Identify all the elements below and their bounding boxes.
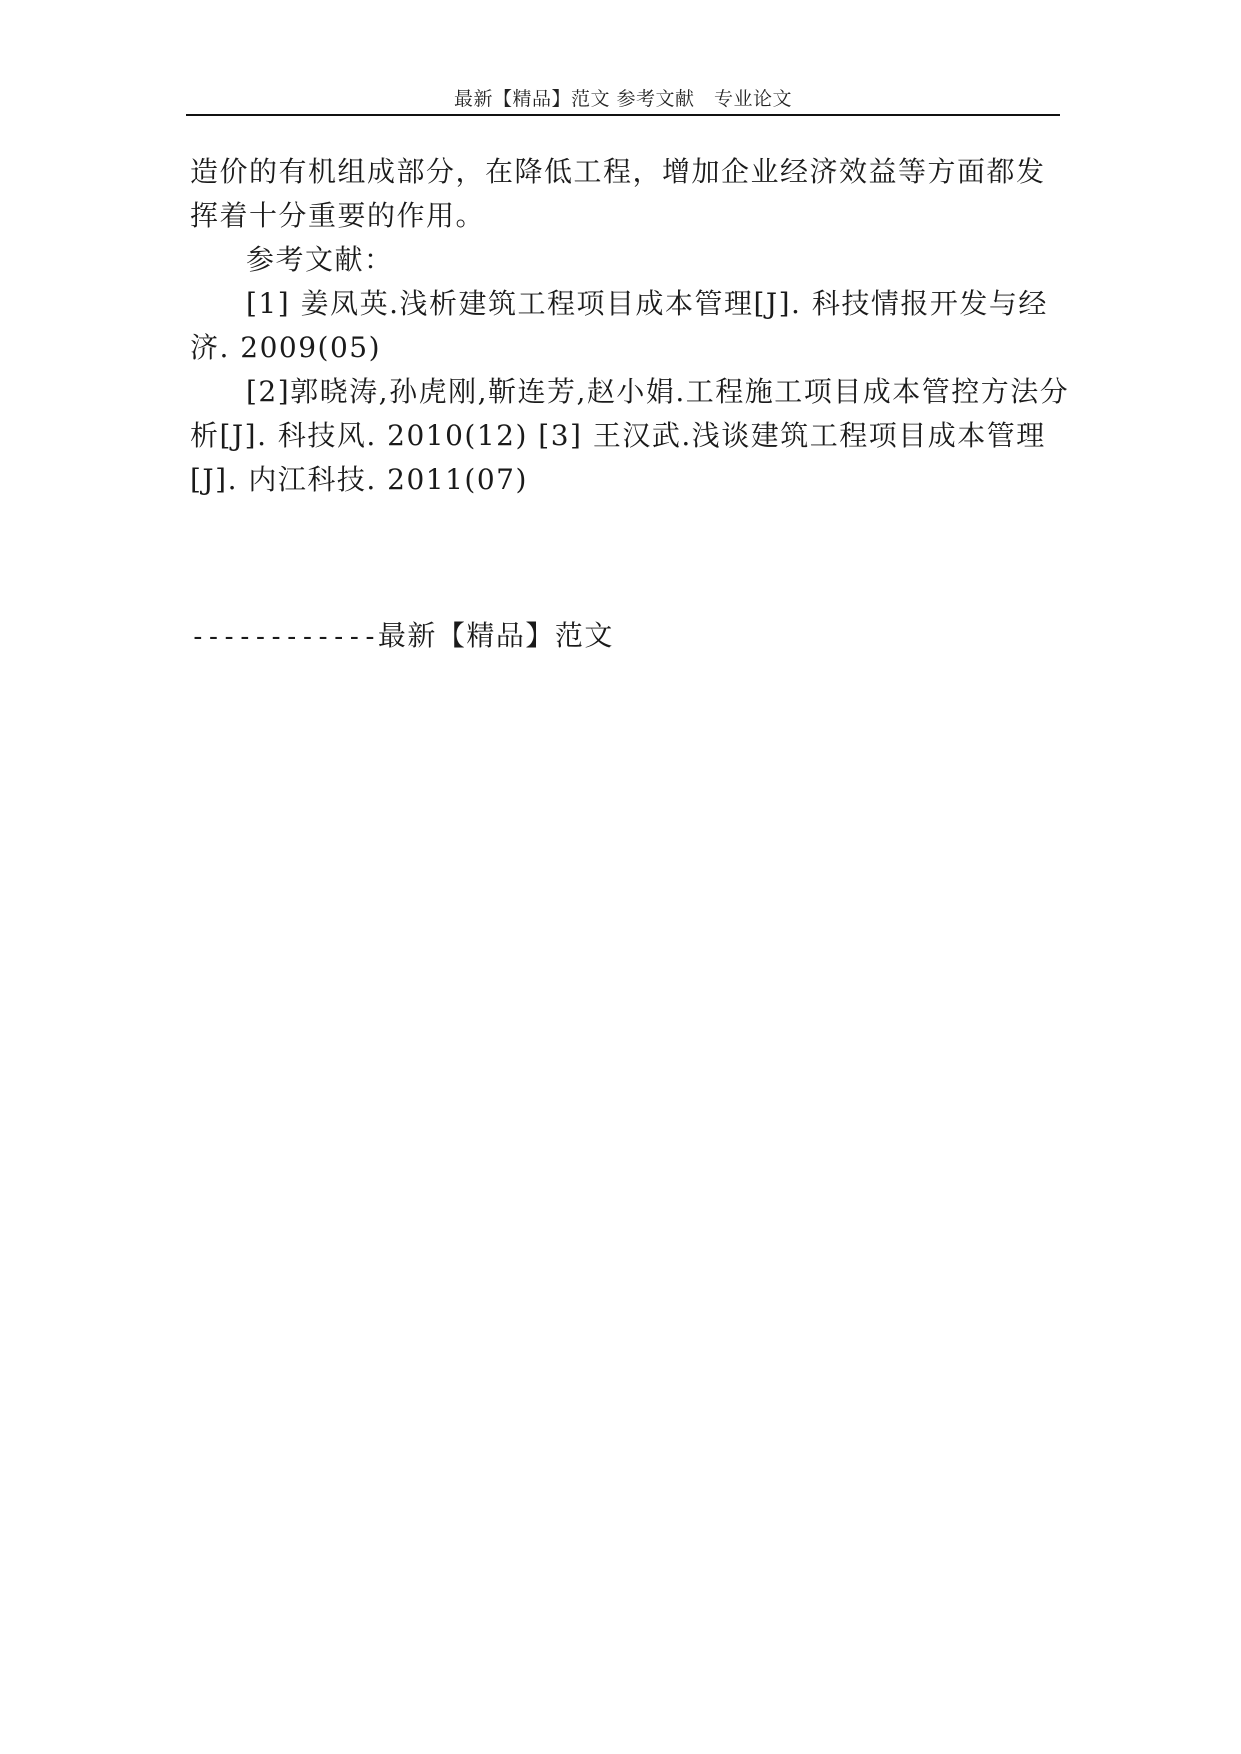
footer-dashes: ------------ bbox=[190, 622, 378, 652]
document-body bbox=[190, 150, 1070, 502]
references-heading: 参考文献： bbox=[246, 243, 394, 276]
body-paragraph: 造价的有机组成部分，在降低工程，增加企业经济效益等方面都发挥着十分重要的作用。 bbox=[190, 155, 1046, 232]
footer-text: 最新【精品】范文 bbox=[377, 619, 614, 652]
footer-line bbox=[190, 614, 1070, 659]
running-header: 最新【精品】范文 参考文献 专业论文 bbox=[453, 88, 793, 110]
reference-item-2-3: [2]郭晓涛,孙虎刚,靳连芳,赵小娟.工程施工项目成本管控方法分析[J]. 科技风. 2010(12) [3] 王汉武.浅谈建筑工程项目成本管理[J]. 内江科技. 2011(07) bbox=[190, 375, 1070, 496]
header-rule bbox=[186, 114, 1060, 116]
reference-item-1: [1] 姜凤英.浅析建筑工程项目成本管理[J]. 科技情报开发与经济. 2009(05) bbox=[190, 287, 1048, 364]
